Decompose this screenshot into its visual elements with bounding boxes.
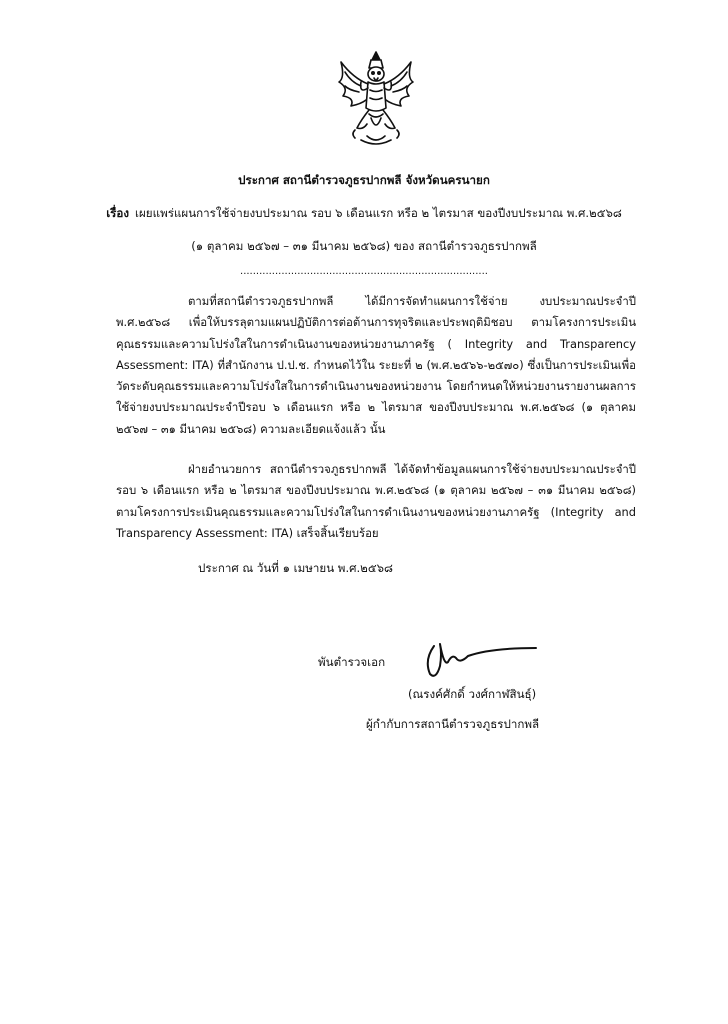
announcement-heading: ประกาศ สถานีตำรวจภูธรปากพลี จังหวัดนครนายก bbox=[238, 173, 490, 187]
subject-text: เผยแพร่แผนการใช้จ่ายงบประมาณ รอบ ๖ เดือนแรก หรือ ๒ ไตรมาส ของปีงบประมาณ พ.ศ.๒๕๖๘ bbox=[135, 206, 622, 220]
garuda-emblem-icon bbox=[331, 48, 421, 148]
announcement-date: ประกาศ ณ วันที่ ๑ เมษายน พ.ศ.๒๕๖๘ bbox=[198, 561, 393, 575]
signer-rank: พันตำรวจเอก bbox=[318, 655, 386, 669]
signature-mark bbox=[420, 636, 540, 680]
subject-label: เรื่อง bbox=[106, 206, 130, 220]
subject-line-1 bbox=[0, 205, 728, 221]
signer-position: ผู้กำกับการสถานีตำรวจภูธรปากพลี bbox=[366, 717, 540, 731]
body-paragraph-1: ตามที่สถานีตำรวจภูธรปากพลี ได้มีการจัดทำแผนการใช้จ่าย งบประมาณประจำปี พ.ศ.๒๕๖๘ เพื่อให้บรรลุตามแผนปฏิบัติการต่อต้านการทุจริตและประพฤติมิชอบ ตามโครงการประเมินคุณธรรมและความโปร่งใสในการดำเนินงานของหน่วยงานภาครัฐ ( Integrity and Transparency Assessment: ITA) ที่สำนักงาน ป.ป.ช. กำหนดไว้ใน ระยะที่ ๒ (พ.ศ.๒๕๖๖-๒๕๗๐) ซึ่งเป็นการประเมินเพื่อวัดระดับคุณธรรมและความโปร่งใสในการดำเนินงานของหน่วยงาน โดยกำหนดให้หน่วยงานรายงานผลการใช้จ่ายงบประมาณประจำปีรอบ ๖ เดือนแรก หรือ ๒ ไตรมาส ของปีงบประมาณ พ.ศ.๒๕๖๘ (๑ ตุลาคม ๒๕๖๗ – ๓๑ มีนาคม ๒๕๖๘) ความละเอียดแจ้งแล้ว นั้น bbox=[116, 294, 636, 436]
separator-dots: .............................................................................. bbox=[240, 266, 488, 277]
subject-line-2: (๑ ตุลาคม ๒๕๖๗ – ๓๑ มีนาคม ๒๕๖๘) ของ สถานีตำรวจภูธรปากพลี bbox=[191, 239, 537, 253]
signer-name: (ณรงค์ศักดิ์ วงศ์กาฬสินธุ์) bbox=[408, 687, 537, 701]
body-paragraph-2: ฝ่ายอำนวยการ สถานีตำรวจภูธรปากพลี ได้จัดทำข้อมูลแผนการใช้จ่ายงบประมาณประจำปี รอบ ๖ เดือนแรก หรือ ๒ ไตรมาส ของปีงบประมาณ พ.ศ.๒๕๖๘ (๑ ตุลาคม ๒๕๖๗ – ๓๑ มีนาคม ๒๕๖๘) ตามโครงการประเมินคุณธรรมและความโปร่งใสในการดำเนินงานของหน่วยงานภาครัฐ (Integrity and Transparency Assessment: ITA) เสร็จสิ้นเรียบร้อย bbox=[116, 462, 636, 540]
